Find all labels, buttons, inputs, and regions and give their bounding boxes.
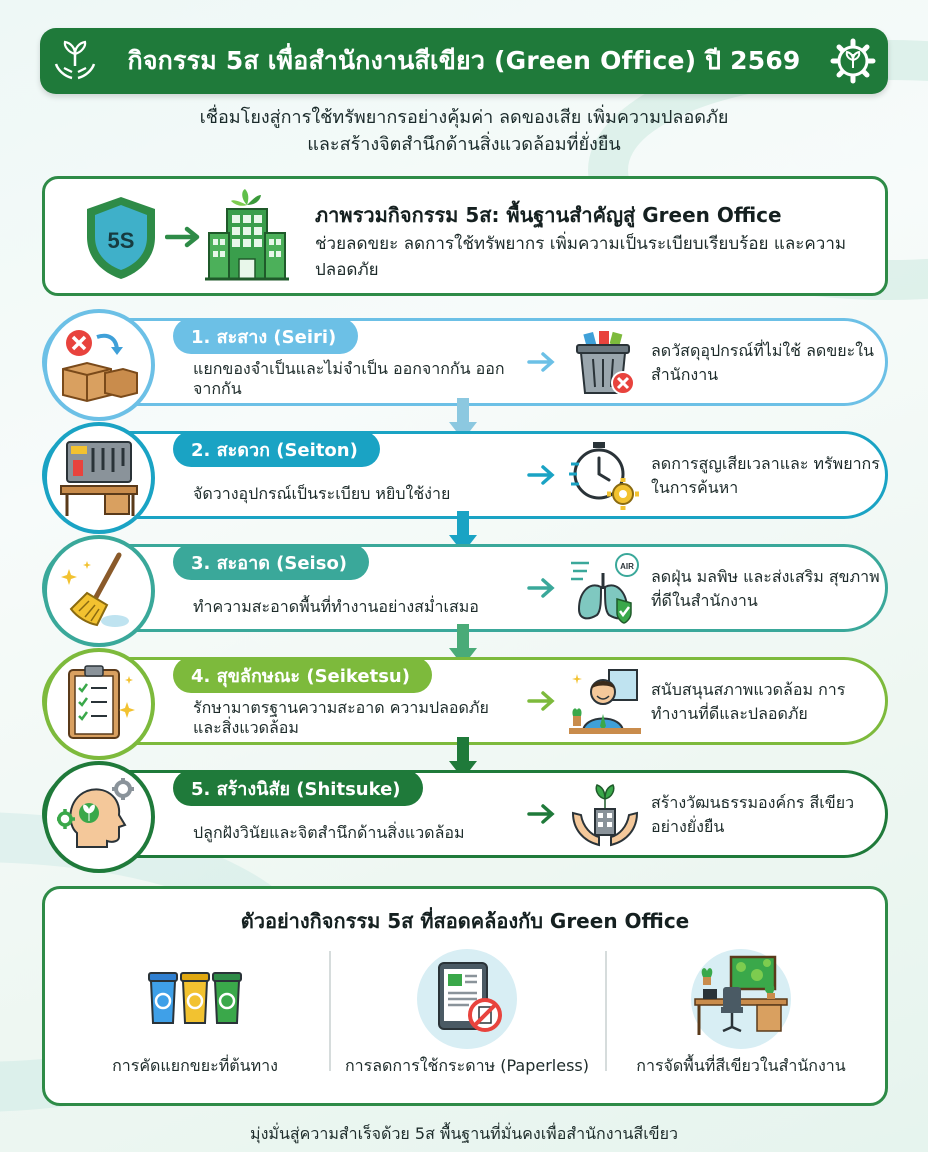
examples-card [42,886,888,1106]
trash-bin-icon [569,327,641,399]
arrow-right-icon [165,225,205,249]
overview-text: ช่วยลดขยะ ลดการใช้ทรัพยากร เพิ่มความเป็นระเบียบเรียบร้อย และความปลอดภัย [315,234,847,280]
example-3-label: การจัดพื้นที่สีเขียวในสำนักงาน [636,1056,846,1075]
step-4-description: รักษามาตรฐานความสะอาด ความปลอดภัย และสิ่งแวดล้อม [193,698,489,737]
broom-icon [57,549,141,633]
head-gears-icon [57,775,141,859]
example-2-icon-bg [417,949,517,1049]
step-1-title: 1. สะสาง (Seiri) [173,318,358,354]
divider [329,951,331,1071]
step-3-title: 3. สะอาด (Seiso) [173,544,369,580]
example-3-icon-bg [691,949,791,1049]
step-seiso [42,544,888,632]
step-4-icon-circle [43,648,155,760]
arrow-right-icon [527,803,557,825]
hands-building-plant-icon [569,779,641,851]
step-4-result: สนับสนุนสภาพแวดล้อม การทำงานที่ดีและปลอดภัย [651,680,846,723]
step-1-result: ลดวัสดุอุปกรณ์ที่ไม่ใช้ ลดขยะในสำนักงาน [651,341,874,384]
arrow-right-icon [527,351,557,373]
step-5-icon-circle [43,761,155,873]
example-green-workspace [611,949,871,1077]
step-5-result: สร้างวัฒนธรรมองค์กร สีเขียวอย่างยั่งยืน [651,793,855,836]
sort-boxes-icon [57,323,141,407]
step-3-icon-circle [43,535,155,647]
stopwatch-gear-icon [569,440,641,512]
arrow-right-icon [527,464,557,486]
green-workspace-icon [691,949,791,1049]
subtitle [0,104,928,158]
step-2-icon-circle [43,422,155,534]
badge-5s: 5S [107,228,135,253]
subtitle-line-1: เชื่อมโยงสู่การใช้ทรัพยากรอย่างคุ้มค่า ลดของเสีย เพิ่มความปลอดภัย [199,107,729,128]
step-2-description: จัดวางอุปกรณ์เป็นระเบียบ หยิบใช้ง่าย [193,484,451,503]
examples-title: ตัวอย่างกิจกรรม 5ส ที่สอดคล้องกับ Green Office [240,909,690,933]
footer-slogan: มุ่งมั่นสู่ความสำเร็จด้วย 5ส พื้นฐานที่มั่นคงเพื่อสำนักงานสีเขียว [250,1124,678,1143]
overview-card [42,176,888,296]
svg-text:AIR: AIR [620,562,634,571]
office-worker-icon [569,666,641,738]
arrow-right-icon [527,577,557,599]
step-1-icon-circle [43,309,155,421]
step-2-result: ลดการสูญเสียเวลาและ ทรัพยากรในการค้นหา [651,454,880,497]
step-3-description: ทำความสะอาดพื้นที่ทำงานอย่างสม่ำเสมอ [193,597,479,616]
tool-board-icon [57,436,141,520]
step-3-result: ลดฝุ่น มลพิษ และส่งเสริม สุขภาพที่ดีในสำนักงาน [651,567,880,610]
example-paperless [337,949,597,1077]
shield-5s-icon [81,193,161,283]
overview-title: ภาพรวมกิจกรรม 5ส: พื้นฐานสำคัญสู่ Green Office [315,203,782,227]
no-paper-tablet-icon [417,949,517,1049]
example-2-label: การลดการใช้กระดาษ (Paperless) [344,1056,590,1075]
arrow-right-icon [527,690,557,712]
example-1-label: การคัดแยกขยะที่ต้นทาง [112,1056,278,1075]
divider [605,951,607,1071]
subtitle-line-2: และสร้างจิตสำนึกด้านสิ่งแวดล้อมที่ยั่งยืน [307,134,621,155]
example-waste-sorting [65,949,325,1077]
step-seiton [42,431,888,519]
step-4-title: 4. สุขลักษณะ (Seiketsu) [173,657,432,693]
checklist-icon [57,662,141,746]
lungs-air-icon [569,553,641,625]
step-seiri [42,318,888,406]
step-2-title: 2. สะดวก (Seiton) [173,431,380,467]
step-shitsuke [42,770,888,858]
green-building-icon [205,187,289,283]
page-title: กิจกรรม 5ส เพื่อสำนักงานสีเขียว (Green Office) ปี 2569 [127,46,801,75]
step-5-title: 5. สร้างนิสัย (Shitsuke) [173,770,423,806]
hands-plant-icon [50,36,100,86]
recycle-bins-icon [145,949,245,1049]
example-1-icon-bg [145,949,245,1049]
step-seiketsu [42,657,888,745]
title-banner [40,28,888,94]
step-5-description: ปลูกฝังวินัยและจิตสำนึกด้านสิ่งแวดล้อม [193,823,465,842]
step-1-description: แยกของจำเป็นและไม่จำเป็น ออกจากกัน ออกจากกัน [193,359,505,398]
gear-leaf-icon [828,36,878,86]
